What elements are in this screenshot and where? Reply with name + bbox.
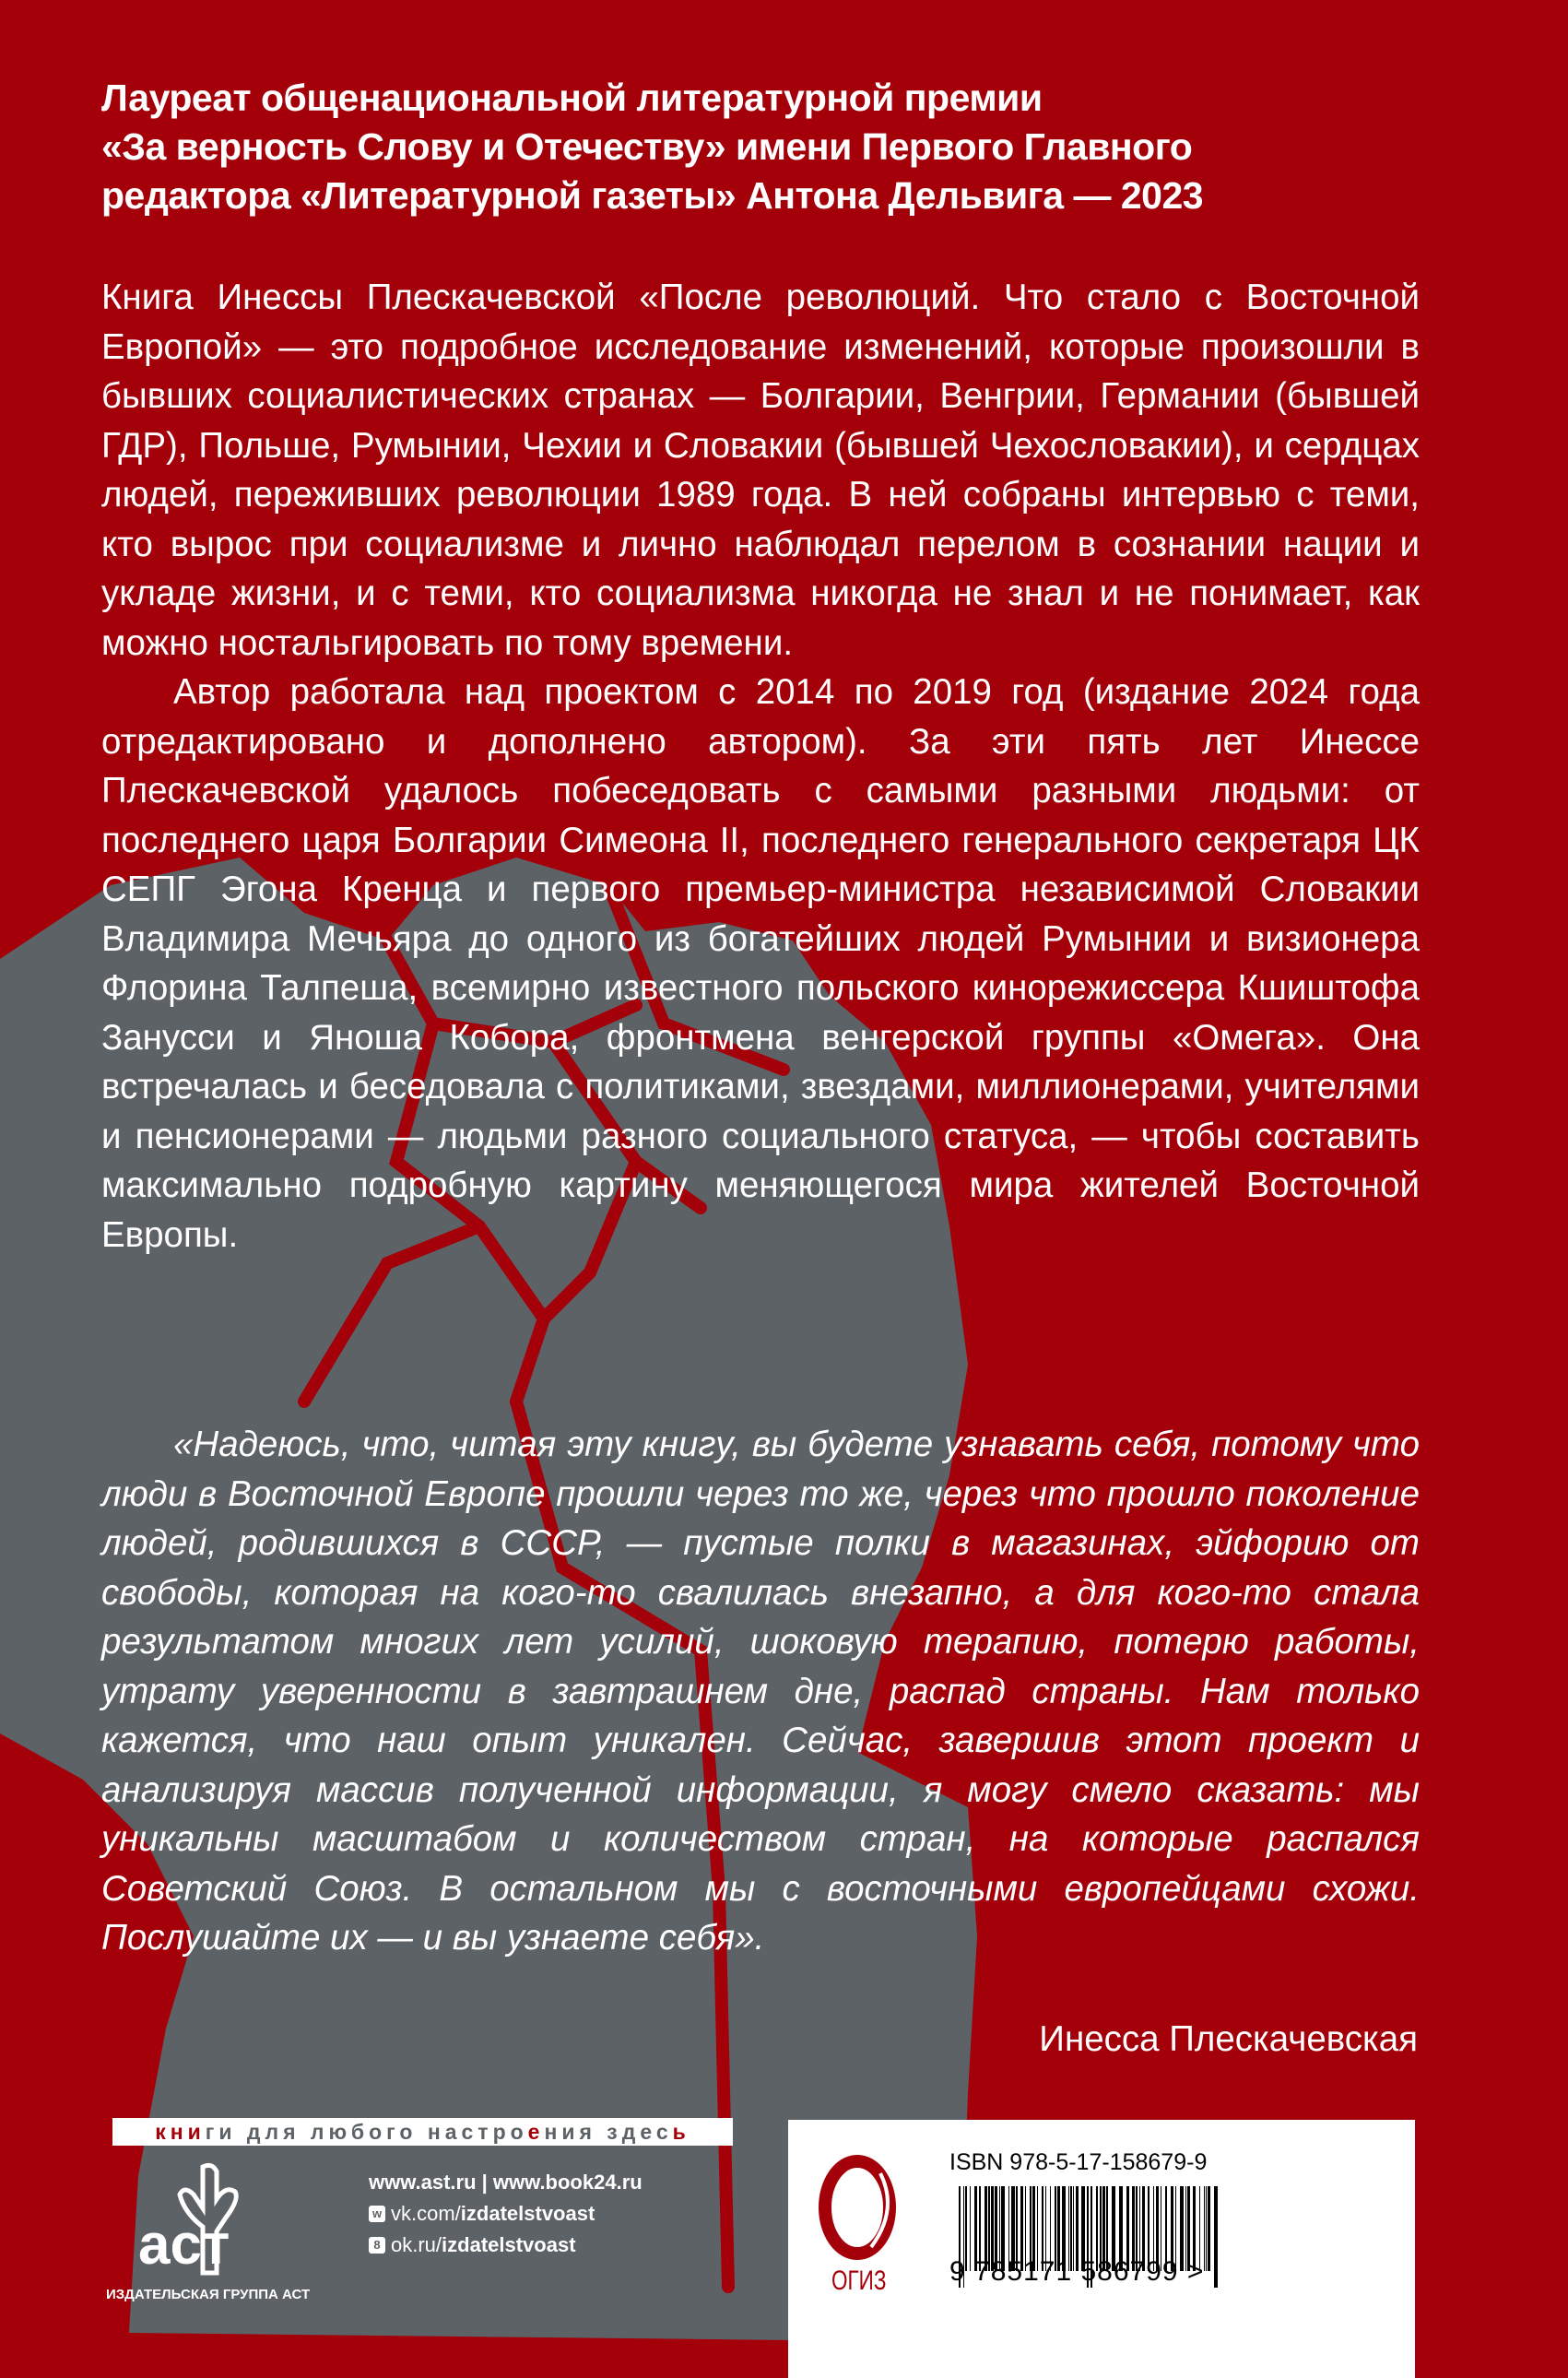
odnoklassniki-icon: 8 [369, 2237, 385, 2254]
award-heading [101, 74, 1438, 220]
barcode-panel [788, 2120, 1415, 2378]
slogan-part: ь [672, 2120, 690, 2144]
ok-handle: izdatelstvoast [442, 2233, 576, 2256]
vk-handle: izdatelstvoast [460, 2202, 595, 2225]
description-paragraph: Автор работала над проектом с 2014 по 2019 год (издание 2024 года отредактировано и дополнено автором). За эти пять лет Инессе Плескачевской удалось побеседовать с самыми разными людьми: от последнего царя Болгарии Симеона II, последнего генерального секретаря ЦК СЕПГ Эгона Кренца и первого премьер-министра независимой Словакии Владимира Мечьяра до одного из богатейших людей Румынии и визионера Флорина Талпеша, всемирно известного польского кинорежиссера Кшиштофа Занусси и Яноша Кобора, фронтмена венгерской группы «Омега». Она встречалась и беседовала с политиками, звездами, миллионерами, учителями и пенсионерами — людьми разного социального статуса, — чтобы составить максимально подробную картину меняющегося мира жителей Восточной Европы. [101, 672, 1420, 1255]
ok-domain: ok.ru/ [391, 2233, 442, 2256]
publisher-group-name: ИЗДАТЕЛЬСКАЯ ГРУППА АСТ [106, 2287, 311, 2302]
vk-icon: w [369, 2206, 385, 2222]
award-line: Лауреат общенациональной литературной премии [101, 77, 1043, 119]
slogan-part: е [527, 2120, 545, 2144]
barcode-bar [1214, 2186, 1218, 2288]
award-line: редактора «Литературной газеты» Антона Дельвига — 2023 [101, 174, 1204, 217]
quote-author: Инесса Плескачевская [1039, 2019, 1418, 2059]
slogan-part: кни [155, 2120, 206, 2144]
award-line: «За верность Слову и Отечеству» имени Первого Главного [101, 125, 1193, 168]
vk-link[interactable] [369, 2198, 643, 2230]
websites-link[interactable]: www.ast.ru | www.book24.ru [369, 2171, 643, 2194]
barcode-bar [1208, 2186, 1210, 2271]
publisher-slogan [112, 2118, 733, 2146]
publisher-links [369, 2167, 643, 2261]
slogan-part: ния здес [544, 2120, 673, 2144]
ast-logo [138, 2162, 258, 2277]
author-quote: «Надеюсь, что, читая эту книгу, вы будете узнавать себя, потому что люди в Восточной Европе прошли через то же, через что прошло поколение людей, родившихся в СССР, — пустые полки в магазинах, эйфорию от свободы, которая на кого-то свалилась внезапно, а для кого-то стала результатом многих лет усилий, шоковую терапию, потерю работы, утрату уверенности в завтрашнем дне, распад страны. Нам только кажется, что наш опыт уникален. Сейчас, завершив этот проект и анализируя массив полученной информации, я могу смело сказать: мы уникальны масштабом и количеством стран, на которые распался Советский Союз. В остальном мы с восточными европейцами схожи. Послушайте их — и вы узнаете себя». [101, 1425, 1420, 1958]
ean-number: 9 785171 586799 > [949, 2256, 1205, 2287]
isbn: ISBN 978-5-17-158679-9 [949, 2149, 1208, 2175]
vk-domain: vk.com/ [391, 2202, 461, 2225]
description-paragraph: Книга Инессы Плескачевской «После революций. Что стало с Восточной Европой» — это подробное исследование изменений, которые произошли в бывших социалистических странах — Болгарии, Венгрии, Германии (бывшей ГДР), Польше, Румынии, Чехии и Словакии (бывшей Чехословакии), и сердцах людей, переживших революции 1989 года. В ней собраны интервью с теми, кто вырос при социализме и лично наблюдал перелом в сознании нации и укладе жизни, и с теми, кто социализма никогда не знал и не понимает, как можно ностальгировать по тому времени. [101, 278, 1420, 663]
slogan-part: ги для любого настро [205, 2120, 528, 2144]
book-description [101, 273, 1420, 1260]
ogiz-logo-icon [816, 2155, 899, 2261]
imprint-name: ОГИЗ [831, 2266, 887, 2296]
barcode-bar [1206, 2186, 1207, 2271]
ast-logo-text: аст [138, 2213, 230, 2277]
ok-link[interactable] [369, 2230, 643, 2261]
